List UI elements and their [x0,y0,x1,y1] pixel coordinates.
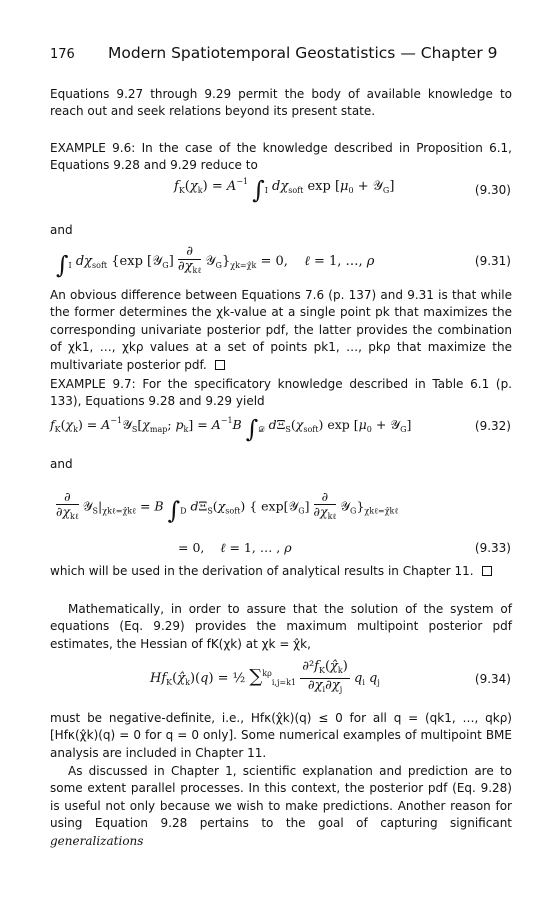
negative-definite-paragraph [50,710,512,762]
equation-9-31: $\int_I$ $d\chi_{soft}$ {exp [𝒴$_G$] $\frac{\partial}{\partial\chi_{k\ell}}$ $𝒴_G\}_{\chi k=\chîk} = 0$, ℓ = 1, …, ρ [56,244,375,279]
example-9-6-text: EXAMPLE 9.6: In the case of the knowledge described in Proposition 6.1, Equations 9.28 and 9.29 reduce to [50,141,512,173]
equation-9-32-number: (9.32) [474,419,511,433]
example-9-7-text: EXAMPLE 9.7: For the specificatory knowledge described in Table 6.1 (p. 133), Equations 9.28 and 9.29 yield [50,377,512,409]
and-connector-2 [50,456,512,473]
equation-9-31-number: (9.31) [474,254,511,268]
example-9-7-after-text: which will be used in the derivation of analytical results in Chapter 11. [50,563,512,580]
equation-9-34-number: (9.34) [474,672,511,686]
hessian-paragraph [50,601,512,653]
intro-paragraph [50,86,512,121]
example-9-6-discussion-text: An obvious difference between Equations 7.6 (p. 137) and 9.31 is that while the former determines the χk-value at a single point pk that maximizes the corresponding univariate posterior pdf, the latter provides the combination of χk1, …, χkρ values at a set of points pk1, …, pkρ that maximize the multivariate posterior pdf. [50,288,512,372]
negative-definite-text: must be negative-definite, i.e., Hfκ(χ̂k)(q) ≤ 0 for all q = (qk1, …, qkρ) [Hfκ(χ̂k)(q) = 0 for q = 0 only]. Some numerical examples of multipoint BME analysis are included in Chapter 11. [50,711,512,760]
example-9-6-intro [50,140,512,175]
and-connector-1 [50,222,512,239]
example-9-7-intro [50,376,512,411]
running-title: Modern Spatiotemporal Geostatistics — Chapter 9 [108,44,498,62]
and-text-1: and [50,223,73,237]
example-9-7-after [50,563,512,580]
end-of-example-square-2 [482,566,492,576]
equation-9-30-number: (9.30) [474,183,511,197]
equation-9-32: $f_K(\chi_k)$ = $A^{-1}𝒴_S[\chi_{map}$; $p_k] = A^{-1}B$ $\int_𝒟$ $d\Xi_S(\chi_{soft})$ $\exp [\mu_0$ + 𝒴$_G$] [50,415,412,443]
page-number: 176 [50,47,75,62]
equation-9-33: $\frac{\partial}{\partial\chi_{k\ell}}$ $𝒴_S|_{\chi k\ell=\chîk\ell} = B$ $\int_D$ $d\Xi_S(\chi_{soft})$ { exp[𝒴$_G$] $\frac{\partial}{\partial\chi_{k\ell}}$ $𝒴_G\}_{\chi k\ell=\chîk\ell}$ [56,489,399,525]
equation-9-30: $f_K(\chi_k) = A^{-1}$ $\int_I$ $d\chi_{soft}$ $\exp [\mu_0$ + 𝒴$_G$] [174,176,395,204]
final-text: As discussed in Chapter 1, scientific explanation and prediction are to some extent parallel processes. In this context, the posterior pdf (Eq. 9.28) is useful not only because we wish to make predictions. Another reason for using Equation 9.28 pertains to the goal of capturing significant generalizations [50,764,512,848]
page-header [50,44,510,62]
example-9-6-discussion [50,287,512,374]
generalizations-word: generalizations [50,833,144,848]
final-paragraph [50,763,512,850]
equation-9-33-number: (9.33) [474,541,511,555]
and-text-2: and [50,457,73,471]
end-of-example-square [215,360,225,370]
equation-9-33-condition: = 0, ℓ = 1, … , ρ [178,540,292,555]
hessian-text: Mathematically, in order to assure that the solution of the system of equations (Eq. 9.29) provides the maximum multipoint posterior pdf estimates, the Hessian of fK(χk) at χk = χ̂k, [50,602,512,651]
intro-text: Equations 9.27 through 9.29 permit the body of available knowledge to reach out and seek relations beyond its present state. [50,87,512,119]
equation-9-34: $Hf_K(\chî_k)(q)$ = ½ ∑$^{k\rho}_{i,j=k1}$ $\frac{\partial^2f_K(\chî_k)}{\partial\chi_i\partial\chi_j}$ $q_i$ $q_j$ [150,659,380,694]
